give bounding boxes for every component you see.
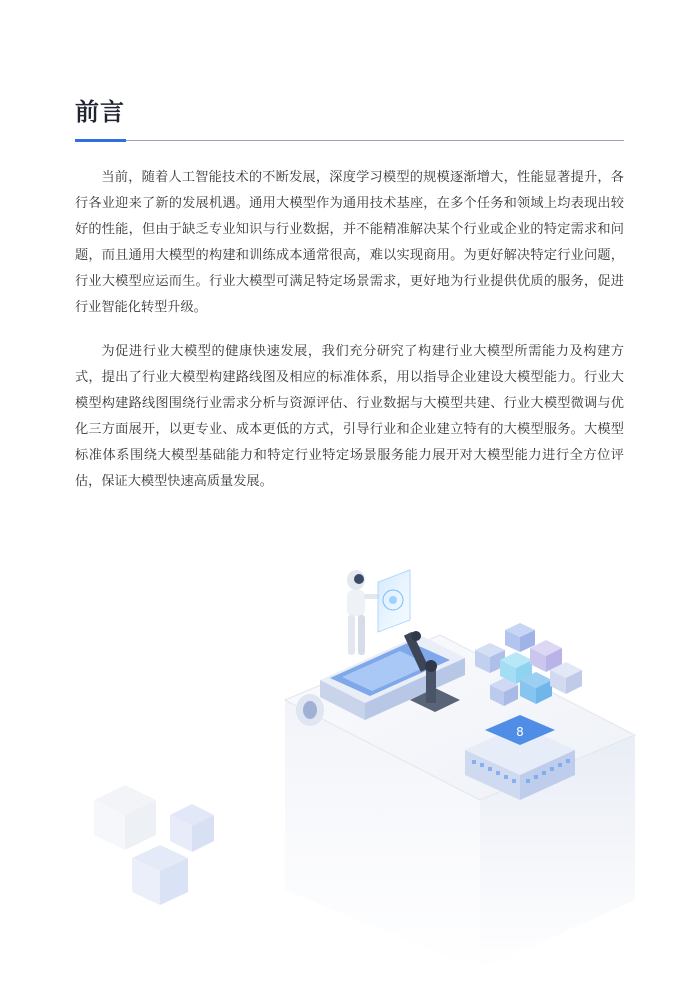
hologram-screen	[378, 570, 410, 632]
page-title: 前言	[75, 98, 125, 126]
preface-paragraph-2: 为促进行业大模型的健康快速发展，我们充分研究了构建行业大模型所需能力及构建方式，提出了行业大模型构建路线图及相应的标准体系，用以指导企业建设大模型能力。行业大模型构建路线图围绕行业需求分析与资源评估、行业数据与大模型共建、行业大模型微调与优化三方面展开，以更专业、成本更低的方式，引导行业和企业建立特有的大模型服务。大模型标准体系围绕大模型基础能力和特定行业特定场景服务能力展开对大模型能力进行全方位评估，保证大模型快速高质量发展。	[75, 344, 624, 489]
preface-paragraph-1: 当前，随着人工智能技术的不断发展，深度学习模型的规模逐渐增大，性能显著提升，各行各业迎来了新的发展机遇。通用大模型作为通用技术基座，在多个任务和领域上均表现出较好的性能，但由于缺乏专业知识与行业数据，并不能精准解决某个行业或企业的特定需求和问题，而且通用大模型的构建和训练成本通常很高，难以实现商用。为更好解决特定行业问题，行业大模型应运而生。行业大模型可满足特定场景需求，更好地为行业提供优质的服务，促进行业智能化转型升级。	[75, 170, 624, 315]
title-accent-bar	[75, 139, 126, 142]
decor-cubes	[94, 785, 214, 905]
robot-figure	[347, 570, 380, 655]
preface-body	[75, 165, 624, 513]
ai-robot-isometric-illustration	[80, 560, 650, 970]
title-divider	[75, 140, 624, 141]
floating-cubes	[475, 623, 582, 706]
svg-text:8: 8	[516, 725, 524, 739]
